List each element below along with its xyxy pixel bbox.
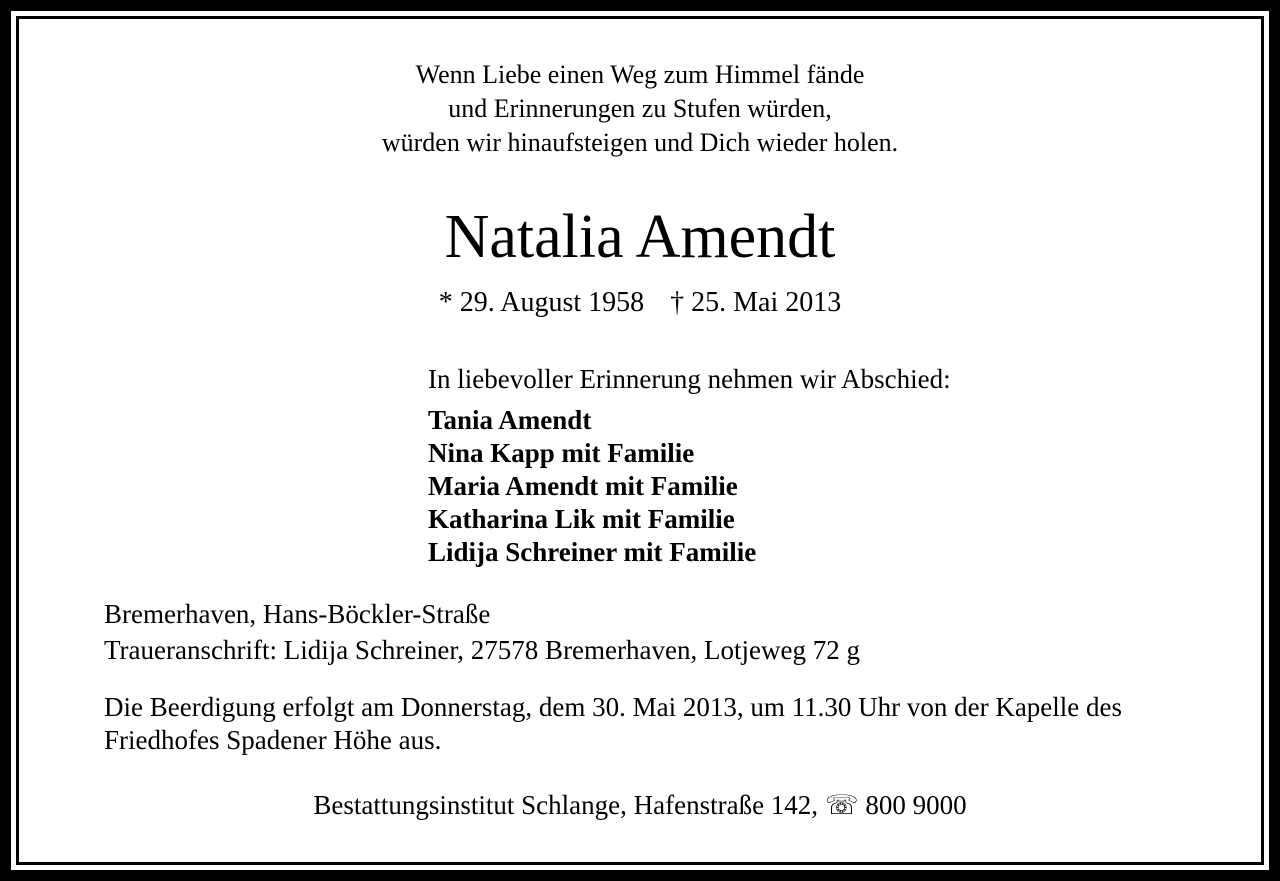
mourner-name: Lidija Schreiner mit Familie (428, 537, 757, 567)
mourner-name: Tania Amendt (428, 405, 592, 435)
farewell-intro: In liebevoller Erinnerung nehmen wir Abschied: (428, 364, 951, 394)
poem-line: würden wir hinaufsteigen und Dich wieder holen. (381, 128, 899, 157)
life-dates (0, 285, 1280, 321)
address-block (104, 596, 860, 668)
poem-line: Wenn Liebe einen Weg zum Himmel fände (415, 60, 865, 89)
telephone-icon: ☏ (824, 790, 859, 820)
death-date: † 25. Mai 2013 (670, 287, 842, 318)
mourner-name: Nina Kapp mit Familie (428, 438, 695, 468)
mourner-name: Katharina Lik mit Familie (428, 504, 735, 534)
mourner-list (428, 404, 756, 569)
location: Bremerhaven, Hans-Böckler-Straße (104, 599, 491, 629)
poem-line: und Erinnerungen zu Stufen würden, (448, 94, 832, 123)
deceased-name: Natalia Amendt (444, 203, 836, 271)
undertaker-line (0, 787, 1280, 823)
mourning-address: Traueranschrift: Lidija Schreiner, 27578 Bremerhaven, Lotjeweg 72 g (104, 635, 860, 665)
funeral-notice: Die Beerdigung erfolgt am Donnerstag, dem 30. Mai 2013, um 11.30 Uhr von der Kapelle des Friedhofes Spadener Höhe aus. (104, 692, 1123, 755)
undertaker-name: Bestattungsinstitut Schlange, Hafenstraße 142, (313, 790, 819, 820)
poem (0, 58, 1280, 160)
birth-date: * 29. August 1958 (438, 287, 645, 318)
undertaker-phone: 800 9000 (865, 790, 967, 820)
mourner-name: Maria Amendt mit Familie (428, 471, 738, 501)
